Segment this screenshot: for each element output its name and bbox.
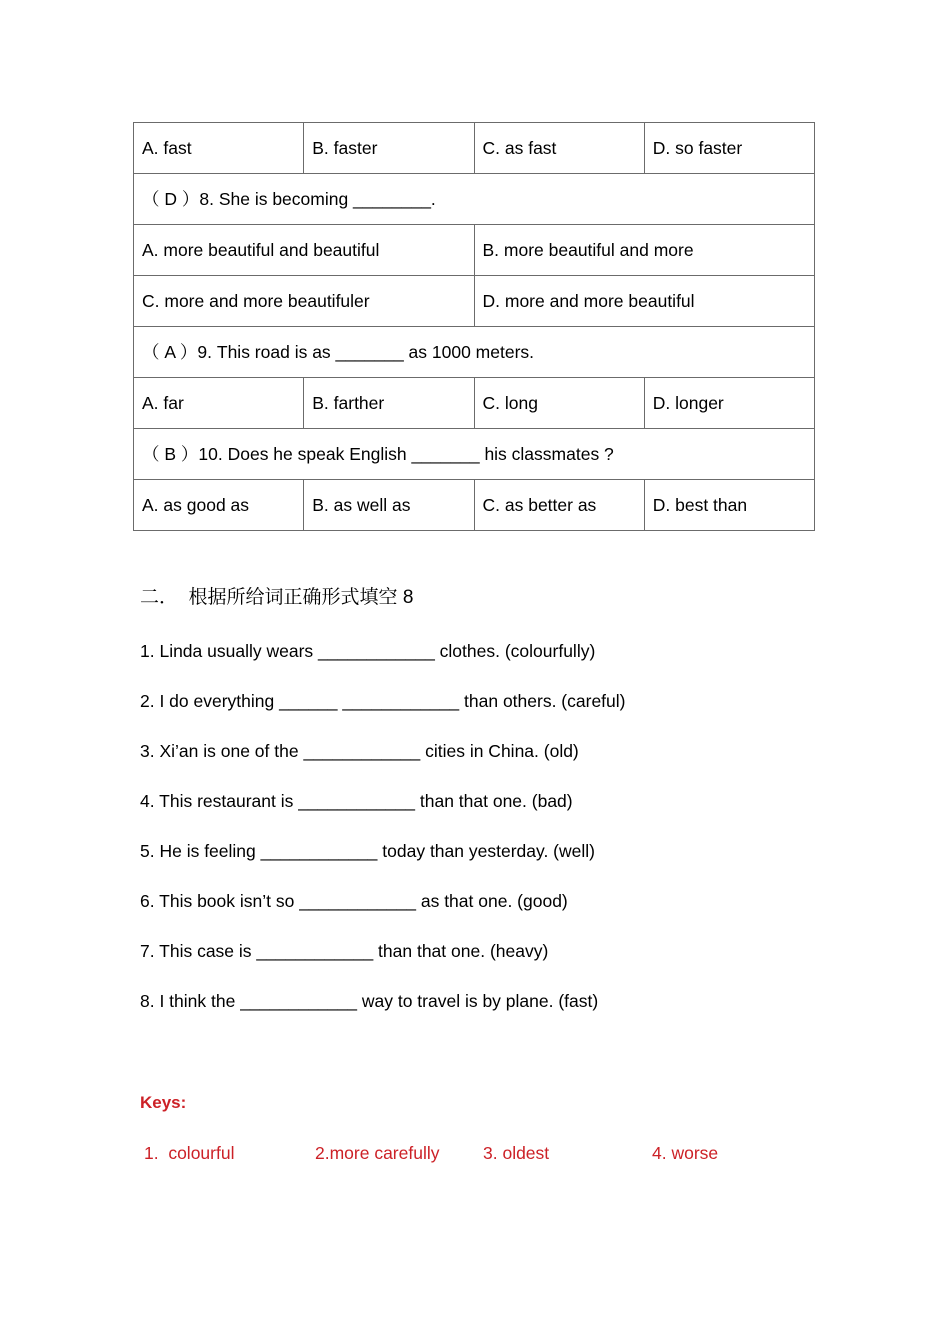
table-row: [134, 327, 815, 378]
section-two-heading: 二． 根据所给词正确形式填空 8: [140, 587, 414, 608]
multiple-choice-table: [133, 122, 815, 531]
option-cell[interactable]: B. more beautiful and more: [474, 225, 815, 276]
answer-keys-label: Keys:: [140, 1093, 187, 1112]
fill-in-the-blank-list: [140, 640, 860, 1040]
table-row: [134, 378, 815, 429]
option-cell[interactable]: D. more and more beautiful: [474, 276, 815, 327]
table-row: [134, 174, 815, 225]
list-item: 8. I think the ____________ way to travel is by plane. (fast): [140, 991, 599, 1011]
table-row: [134, 123, 815, 174]
answer-key-item: 1. colourful: [144, 1143, 235, 1163]
list-item: 1. Linda usually wears ____________ clothes. (colourfully): [140, 641, 596, 661]
option-cell[interactable]: C. as better as: [474, 480, 644, 531]
option-cell[interactable]: A. more beautiful and beautiful: [134, 225, 475, 276]
option-cell[interactable]: D. best than: [644, 480, 814, 531]
table-row: [134, 225, 815, 276]
option-cell[interactable]: C. as fast: [474, 123, 644, 174]
option-cell[interactable]: C. more and more beautifuler: [134, 276, 475, 327]
option-cell[interactable]: A. as good as: [134, 480, 304, 531]
table-row: [134, 480, 815, 531]
answer-keys-row: [140, 1141, 880, 1165]
option-cell[interactable]: B. as well as: [304, 480, 474, 531]
list-item: 7. This case is ____________ than that one. (heavy): [140, 941, 549, 961]
answer-key-item: 2.more carefully: [315, 1143, 440, 1163]
option-cell[interactable]: B. farther: [304, 378, 474, 429]
list-item: 2. I do everything ______ ____________ than others. (careful): [140, 691, 626, 711]
question-cell: （ B ）10. Does he speak English _______ his classmates ?: [134, 429, 815, 480]
list-item: 6. This book isn’t so ____________ as that one. (good): [140, 891, 568, 911]
list-item: 3. Xi’an is one of the ____________ cities in China. (old): [140, 741, 579, 761]
question-cell: （ D ）8. She is becoming ________.: [134, 174, 815, 225]
question-cell: （ A ）9. This road is as _______ as 1000 meters.: [134, 327, 815, 378]
table-row: [134, 276, 815, 327]
table-row: [134, 429, 815, 480]
answer-key-item: 3. oldest: [483, 1143, 550, 1163]
answer-key-item: 4. worse: [652, 1143, 719, 1163]
list-item: 5. He is feeling ____________ today than yesterday. (well): [140, 841, 595, 861]
option-cell[interactable]: B. faster: [304, 123, 474, 174]
option-cell[interactable]: D. longer: [644, 378, 814, 429]
option-cell[interactable]: D. so faster: [644, 123, 814, 174]
option-cell[interactable]: A. far: [134, 378, 304, 429]
list-item: 4. This restaurant is ____________ than that one. (bad): [140, 791, 573, 811]
option-cell[interactable]: C. long: [474, 378, 644, 429]
option-cell[interactable]: A. fast: [134, 123, 304, 174]
